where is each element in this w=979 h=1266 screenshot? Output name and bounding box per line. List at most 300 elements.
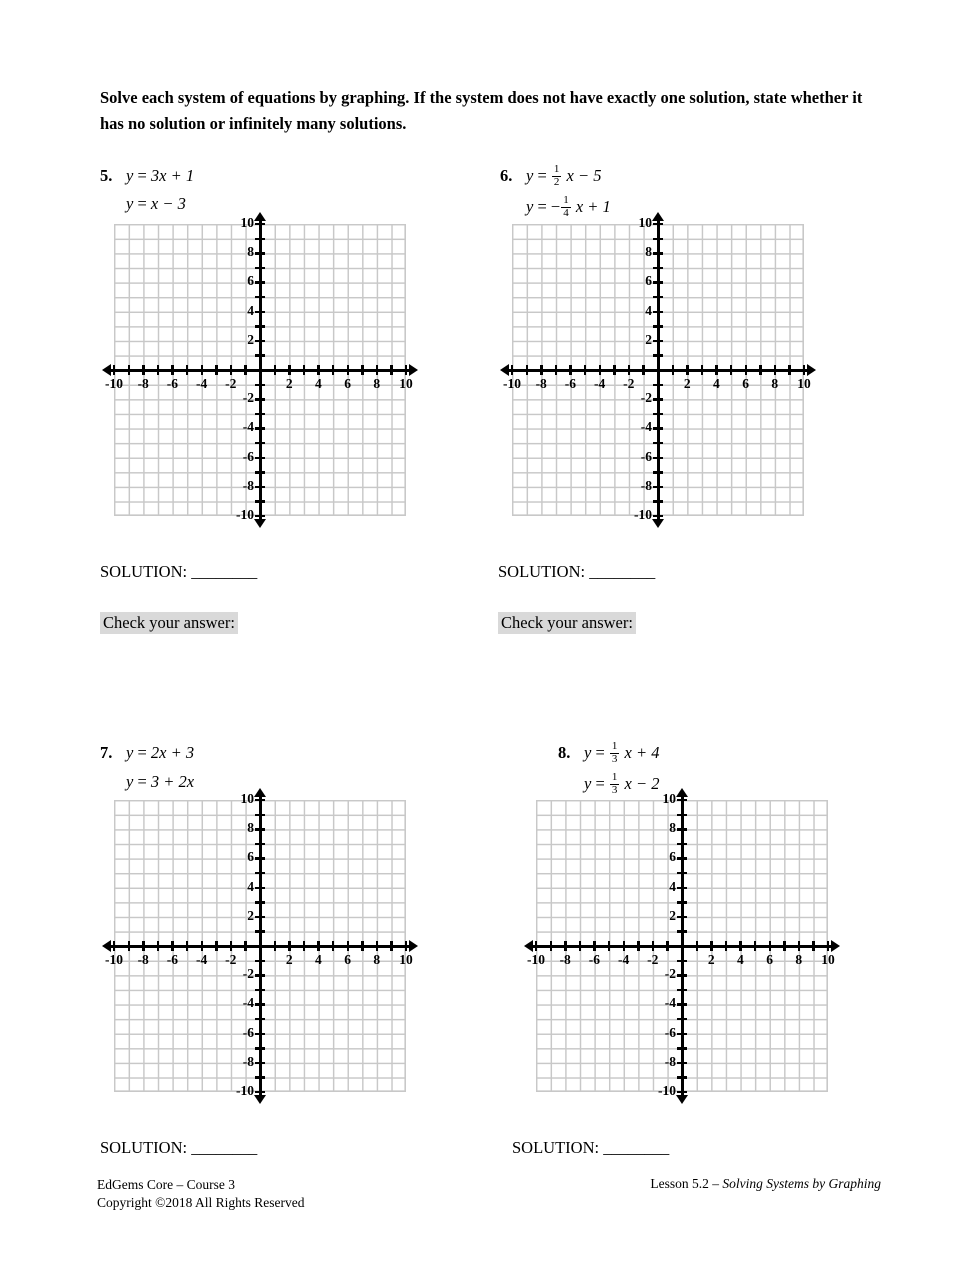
y-axis-tick bbox=[255, 238, 265, 240]
y-axis-tick bbox=[653, 413, 663, 415]
y-axis-tick bbox=[255, 413, 265, 415]
y-axis-tick bbox=[677, 828, 687, 830]
x-axis-tick bbox=[288, 941, 290, 951]
problem-8-coordinate-grid[interactable] bbox=[524, 788, 858, 1118]
x-axis-label: -10 bbox=[105, 952, 123, 967]
x-axis-tick bbox=[230, 365, 232, 375]
y-axis-label: -2 bbox=[242, 966, 254, 982]
eq-fraction bbox=[610, 741, 620, 765]
x-axis-tick bbox=[511, 365, 513, 375]
y-axis-tick bbox=[653, 515, 663, 517]
x-axis-tick bbox=[701, 365, 703, 375]
x-axis-tick bbox=[555, 365, 557, 375]
x-axis-tick bbox=[171, 365, 173, 375]
x-axis-label: -4 bbox=[195, 952, 208, 967]
fraction-denominator: 3 bbox=[611, 752, 618, 765]
y-axis-tick bbox=[255, 281, 265, 283]
x-axis-label: -2 bbox=[647, 952, 659, 967]
eq-rel: = bbox=[595, 773, 605, 793]
y-axis-tick bbox=[677, 901, 687, 903]
y-axis-label: -4 bbox=[640, 419, 652, 435]
y-axis-label: -8 bbox=[664, 1053, 676, 1069]
y-axis-label: -4 bbox=[242, 995, 254, 1011]
fraction-denominator: 4 bbox=[563, 206, 569, 219]
x-axis-label: -10 bbox=[503, 376, 521, 391]
x-axis-tick bbox=[186, 941, 188, 951]
y-axis-tick bbox=[255, 515, 265, 517]
eq-rel: = bbox=[595, 742, 605, 762]
y-axis-tick bbox=[255, 1003, 265, 1005]
x-axis-tick bbox=[739, 941, 741, 951]
problem-5-number: 5. bbox=[100, 166, 113, 185]
y-axis-tick bbox=[255, 857, 265, 859]
y-axis-label: 6 bbox=[247, 849, 254, 865]
x-axis-label: 8 bbox=[373, 952, 381, 967]
y-axis-label: 2 bbox=[247, 331, 254, 347]
eq-rhs: x + 4 bbox=[624, 742, 660, 762]
fraction-denominator: 3 bbox=[611, 783, 618, 796]
x-axis-tick bbox=[157, 365, 159, 375]
axis-arrow-left bbox=[500, 364, 509, 376]
x-axis-tick bbox=[157, 941, 159, 951]
axis-arrow-up bbox=[676, 788, 688, 797]
instructions-text: Solve each system of equations by graphing. If the system does not have exactly one solution, state whether it has no solution or infinitely many solutions. bbox=[100, 88, 863, 133]
y-axis-tick bbox=[255, 799, 265, 801]
x-axis-tick bbox=[803, 365, 805, 375]
x-axis-tick bbox=[686, 365, 688, 375]
eq-lhs: y bbox=[584, 742, 592, 762]
x-axis-tick bbox=[759, 365, 761, 375]
y-axis-tick bbox=[255, 500, 265, 502]
x-axis-tick bbox=[623, 941, 625, 951]
x-axis-tick bbox=[579, 941, 581, 951]
x-axis-tick bbox=[230, 941, 232, 951]
y-axis-tick bbox=[653, 281, 663, 283]
y-axis-tick bbox=[677, 960, 687, 962]
y-axis-label: 4 bbox=[247, 878, 254, 894]
y-axis-tick bbox=[255, 252, 265, 254]
eq-lhs: y bbox=[526, 196, 534, 216]
x-axis-tick bbox=[142, 941, 144, 951]
x-axis-tick bbox=[754, 941, 756, 951]
y-axis-tick bbox=[653, 252, 663, 254]
x-axis-tick bbox=[390, 941, 392, 951]
y-axis-tick bbox=[653, 311, 663, 313]
y-axis-tick bbox=[255, 354, 265, 356]
x-axis-tick bbox=[540, 365, 542, 375]
x-axis-tick bbox=[710, 941, 712, 951]
problem-7-equation-1 bbox=[126, 743, 194, 763]
y-axis-tick bbox=[255, 843, 265, 845]
problem-6-check-answer[interactable]: Check your answer: bbox=[498, 612, 636, 634]
y-axis-label: 6 bbox=[669, 849, 676, 865]
y-axis bbox=[681, 794, 684, 1098]
x-axis-tick bbox=[715, 365, 717, 375]
problem-5-solution-line[interactable]: SOLUTION: ________ bbox=[100, 562, 258, 581]
x-axis-tick bbox=[317, 365, 319, 375]
y-axis-label: 6 bbox=[645, 273, 652, 289]
eq-lhs: y bbox=[126, 743, 134, 762]
x-axis-label: 4 bbox=[713, 376, 720, 391]
x-axis-tick bbox=[535, 941, 537, 951]
eq-rhs: 3x + 1 bbox=[150, 166, 195, 185]
problem-6-number: 6. bbox=[500, 166, 513, 185]
y-axis-label: -10 bbox=[634, 507, 652, 522]
y-axis-label: -8 bbox=[640, 477, 652, 493]
eq-lhs: y bbox=[584, 773, 592, 793]
x-axis-tick bbox=[550, 941, 552, 951]
eq-rhs: x + 1 bbox=[575, 196, 611, 216]
y-axis-tick bbox=[653, 442, 663, 444]
y-axis-label: -8 bbox=[242, 477, 254, 493]
x-axis-label: 4 bbox=[737, 952, 744, 967]
y-axis-tick bbox=[677, 989, 687, 991]
axis-arrow-left bbox=[524, 940, 533, 952]
problem-6-coordinate-grid[interactable] bbox=[500, 212, 834, 542]
y-axis bbox=[259, 794, 262, 1098]
y-axis-label: -6 bbox=[242, 448, 254, 464]
x-axis-tick bbox=[347, 365, 349, 375]
x-axis-label: -8 bbox=[137, 952, 149, 967]
y-axis-tick bbox=[255, 267, 265, 269]
x-axis-tick bbox=[201, 941, 203, 951]
y-axis-label: 8 bbox=[645, 244, 652, 260]
eq-lhs: y bbox=[526, 165, 534, 185]
x-axis-tick bbox=[288, 365, 290, 375]
fraction-numerator: 1 bbox=[563, 194, 569, 206]
fraction-numerator: 1 bbox=[611, 740, 618, 752]
eq-lhs: y bbox=[126, 166, 134, 185]
y-axis-label: 2 bbox=[669, 907, 676, 923]
y-axis-tick bbox=[255, 223, 265, 225]
x-axis-tick bbox=[666, 941, 668, 951]
y-axis-label: 8 bbox=[247, 820, 254, 836]
x-axis-label: -8 bbox=[137, 376, 149, 391]
x-axis-tick bbox=[347, 941, 349, 951]
y-axis-label: 10 bbox=[662, 791, 676, 806]
eq-rel: = bbox=[137, 772, 147, 791]
x-axis-label: -2 bbox=[225, 376, 237, 391]
axis-arrow-down bbox=[254, 519, 266, 528]
y-axis-tick bbox=[653, 457, 663, 459]
y-axis-tick bbox=[255, 1062, 265, 1064]
problem-8-solution-line[interactable]: SOLUTION: ________ bbox=[512, 1138, 670, 1157]
y-axis-tick bbox=[653, 384, 663, 386]
y-axis-label: -4 bbox=[242, 419, 254, 435]
axis-arrow-down bbox=[652, 519, 664, 528]
y-axis-label: 8 bbox=[669, 820, 676, 836]
x-axis-label: 6 bbox=[766, 952, 773, 967]
y-axis-tick bbox=[677, 1033, 687, 1035]
y-axis-tick bbox=[255, 1076, 265, 1078]
eq-sign: − bbox=[550, 196, 561, 216]
x-axis-label: 8 bbox=[373, 376, 381, 391]
problem-7-number: 7. bbox=[100, 743, 113, 762]
y-axis-label: -10 bbox=[658, 1083, 676, 1098]
y-axis-tick bbox=[255, 427, 265, 429]
x-axis-label: 2 bbox=[285, 952, 293, 967]
axis-arrow-right bbox=[409, 940, 418, 952]
axis-arrow-right bbox=[409, 364, 418, 376]
x-axis-tick bbox=[774, 365, 776, 375]
x-axis-label: -4 bbox=[617, 952, 630, 967]
x-axis-label: 2 bbox=[285, 376, 293, 391]
y-axis-label: 4 bbox=[247, 302, 254, 318]
y-axis-tick bbox=[677, 1018, 687, 1020]
x-axis-tick bbox=[637, 941, 639, 951]
x-axis-tick bbox=[317, 941, 319, 951]
eq-rel: = bbox=[537, 165, 547, 185]
x-axis-tick bbox=[215, 365, 217, 375]
y-axis-tick bbox=[255, 828, 265, 830]
x-axis-tick bbox=[798, 941, 800, 951]
y-axis-tick bbox=[653, 398, 663, 400]
y-axis-tick bbox=[653, 486, 663, 488]
y-axis-label: -10 bbox=[236, 507, 254, 522]
problem-5-equation-2 bbox=[126, 194, 186, 214]
x-axis-label: -8 bbox=[559, 952, 571, 967]
y-axis-tick bbox=[653, 223, 663, 225]
x-axis-tick bbox=[376, 365, 378, 375]
x-axis-label: 4 bbox=[315, 376, 322, 391]
axis-arrow-right bbox=[807, 364, 816, 376]
y-axis-tick bbox=[653, 427, 663, 429]
eq-rel: = bbox=[137, 743, 147, 762]
x-axis-tick bbox=[128, 941, 130, 951]
y-axis-tick bbox=[255, 296, 265, 298]
eq-rhs: x − 3 bbox=[150, 194, 186, 213]
y-axis-tick bbox=[653, 471, 663, 473]
x-axis-tick bbox=[113, 941, 115, 951]
y-axis-tick bbox=[653, 354, 663, 356]
y-axis-label: -4 bbox=[664, 995, 676, 1011]
y-axis-tick bbox=[255, 916, 265, 918]
x-axis-tick bbox=[564, 941, 566, 951]
y-axis-tick bbox=[255, 930, 265, 932]
y-axis-tick bbox=[255, 1091, 265, 1093]
x-axis-tick bbox=[244, 941, 246, 951]
y-axis-tick bbox=[677, 916, 687, 918]
fraction-denominator: 2 bbox=[553, 175, 560, 188]
y-axis-label: 4 bbox=[645, 302, 652, 318]
x-axis-tick bbox=[390, 365, 392, 375]
y-axis-tick bbox=[255, 901, 265, 903]
y-axis-tick bbox=[255, 1033, 265, 1035]
x-axis-tick bbox=[696, 941, 698, 951]
x-axis-label: -10 bbox=[527, 952, 545, 967]
x-axis-tick bbox=[201, 365, 203, 375]
y-axis-label: 10 bbox=[240, 215, 254, 230]
x-axis-label: 10 bbox=[821, 952, 835, 967]
y-axis-label: 10 bbox=[638, 215, 652, 230]
footer-left bbox=[97, 1176, 305, 1211]
x-axis-tick bbox=[215, 941, 217, 951]
y-axis-label: 2 bbox=[645, 331, 652, 347]
eq-lhs: y bbox=[126, 772, 134, 791]
x-axis-tick bbox=[526, 365, 528, 375]
problem-6-equation-1 bbox=[526, 165, 601, 189]
y-axis-tick bbox=[255, 960, 265, 962]
y-axis-tick bbox=[255, 398, 265, 400]
eq-lhs: y bbox=[126, 194, 134, 213]
y-axis-tick bbox=[677, 1062, 687, 1064]
eq-rel: = bbox=[137, 166, 147, 185]
y-axis-tick bbox=[653, 267, 663, 269]
x-axis-tick bbox=[827, 941, 829, 951]
y-axis-tick bbox=[677, 843, 687, 845]
x-axis-tick bbox=[186, 365, 188, 375]
x-axis-label: 6 bbox=[742, 376, 749, 391]
problem-5-equation-1 bbox=[126, 166, 194, 186]
x-axis-tick bbox=[769, 941, 771, 951]
y-axis-tick bbox=[677, 1003, 687, 1005]
axis-arrow-up bbox=[254, 212, 266, 221]
y-axis-tick bbox=[255, 814, 265, 816]
y-axis-tick bbox=[677, 887, 687, 889]
x-axis-tick bbox=[725, 941, 727, 951]
y-axis-label: -8 bbox=[242, 1053, 254, 1069]
y-axis-tick bbox=[677, 872, 687, 874]
y-axis-tick bbox=[255, 457, 265, 459]
x-axis-tick bbox=[812, 941, 814, 951]
x-axis-label: -2 bbox=[225, 952, 237, 967]
x-axis-tick bbox=[274, 941, 276, 951]
x-axis-tick bbox=[569, 365, 571, 375]
axis-arrow-up bbox=[254, 788, 266, 797]
x-axis-label: -6 bbox=[166, 952, 179, 967]
x-axis-tick bbox=[128, 365, 130, 375]
y-axis-label: 10 bbox=[240, 791, 254, 806]
y-axis-tick bbox=[677, 1091, 687, 1093]
y-axis bbox=[259, 218, 262, 522]
y-axis-label: -2 bbox=[664, 966, 676, 982]
problem-6-solution-line[interactable]: SOLUTION: ________ bbox=[498, 562, 656, 581]
y-axis-tick bbox=[677, 930, 687, 932]
problem-5-coordinate-grid[interactable] bbox=[102, 212, 436, 542]
y-axis-tick bbox=[653, 500, 663, 502]
footer-course-line: EdGems Core – Course 3 bbox=[97, 1177, 235, 1192]
x-axis-tick bbox=[730, 365, 732, 375]
axis-arrow-left bbox=[102, 940, 111, 952]
x-axis-tick bbox=[113, 365, 115, 375]
x-axis-label: -8 bbox=[535, 376, 547, 391]
x-axis-label: -6 bbox=[564, 376, 577, 391]
problem-8-equation-1 bbox=[584, 742, 659, 766]
eq-rel: = bbox=[537, 196, 547, 216]
x-axis-tick bbox=[599, 365, 601, 375]
x-axis-label: 6 bbox=[344, 952, 351, 967]
x-axis-tick bbox=[361, 365, 363, 375]
x-axis-label: -10 bbox=[105, 376, 123, 391]
y-axis-tick bbox=[677, 814, 687, 816]
x-axis-tick bbox=[361, 941, 363, 951]
y-axis-tick bbox=[255, 325, 265, 327]
y-axis-tick bbox=[255, 486, 265, 488]
y-axis-tick bbox=[677, 974, 687, 976]
problem-7-coordinate-grid[interactable] bbox=[102, 788, 436, 1118]
y-axis-label: 4 bbox=[669, 878, 676, 894]
y-axis-tick bbox=[255, 384, 265, 386]
axis-arrow-down bbox=[254, 1095, 266, 1104]
axis-arrow-left bbox=[102, 364, 111, 376]
x-axis-label: 6 bbox=[344, 376, 351, 391]
x-axis-label: 8 bbox=[771, 376, 779, 391]
y-axis-tick bbox=[255, 442, 265, 444]
x-axis-tick bbox=[593, 941, 595, 951]
y-axis-tick bbox=[677, 1047, 687, 1049]
x-axis-tick bbox=[783, 941, 785, 951]
x-axis-tick bbox=[332, 941, 334, 951]
fraction-numerator: 1 bbox=[553, 163, 560, 175]
y-axis-tick bbox=[653, 296, 663, 298]
x-axis-tick bbox=[332, 365, 334, 375]
x-axis-tick bbox=[303, 941, 305, 951]
y-axis-tick bbox=[255, 872, 265, 874]
y-axis-tick bbox=[653, 340, 663, 342]
x-axis-tick bbox=[745, 365, 747, 375]
x-axis-label: -4 bbox=[593, 376, 606, 391]
y-axis-tick bbox=[255, 989, 265, 991]
y-axis-tick bbox=[255, 1018, 265, 1020]
problem-8-number: 8. bbox=[558, 743, 571, 762]
footer-lesson-label: Lesson 5.2 – bbox=[650, 1176, 723, 1191]
x-axis-tick bbox=[274, 365, 276, 375]
problem-5-check-answer[interactable]: Check your answer: bbox=[100, 612, 238, 634]
axis-arrow-right bbox=[831, 940, 840, 952]
y-axis-label: 2 bbox=[247, 907, 254, 923]
y-axis-label: -2 bbox=[242, 390, 254, 406]
x-axis-label: 2 bbox=[683, 376, 691, 391]
x-axis-tick bbox=[244, 365, 246, 375]
x-axis-label: -2 bbox=[623, 376, 635, 391]
x-axis-tick bbox=[584, 365, 586, 375]
y-axis-label: -6 bbox=[640, 448, 652, 464]
axis-arrow-up bbox=[652, 212, 664, 221]
y-axis-tick bbox=[653, 238, 663, 240]
y-axis bbox=[657, 218, 660, 522]
x-axis-tick bbox=[672, 365, 674, 375]
y-axis-tick bbox=[255, 311, 265, 313]
x-axis-label: -6 bbox=[588, 952, 601, 967]
footer-right bbox=[650, 1176, 881, 1192]
x-axis-tick bbox=[376, 941, 378, 951]
y-axis-tick bbox=[677, 799, 687, 801]
y-axis-tick bbox=[255, 887, 265, 889]
x-axis-label: 2 bbox=[707, 952, 715, 967]
x-axis-tick bbox=[142, 365, 144, 375]
y-axis-label: 6 bbox=[247, 273, 254, 289]
y-axis-tick bbox=[255, 340, 265, 342]
axis-arrow-down bbox=[676, 1095, 688, 1104]
y-axis-tick bbox=[653, 325, 663, 327]
y-axis-tick bbox=[255, 974, 265, 976]
eq-rhs: x − 2 bbox=[624, 773, 660, 793]
x-axis-tick bbox=[628, 365, 630, 375]
x-axis-tick bbox=[303, 365, 305, 375]
x-axis-label: -4 bbox=[195, 376, 208, 391]
y-axis-label: -2 bbox=[640, 390, 652, 406]
y-axis-label: -6 bbox=[664, 1024, 676, 1040]
x-axis-tick bbox=[171, 941, 173, 951]
x-axis-tick bbox=[652, 941, 654, 951]
x-axis-tick bbox=[608, 941, 610, 951]
y-axis-tick bbox=[677, 1076, 687, 1078]
problem-7-solution-line[interactable]: SOLUTION: ________ bbox=[100, 1138, 258, 1157]
y-axis-label: -10 bbox=[236, 1083, 254, 1098]
eq-rel: = bbox=[137, 194, 147, 213]
x-axis-tick bbox=[788, 365, 790, 375]
x-axis-label: 4 bbox=[315, 952, 322, 967]
